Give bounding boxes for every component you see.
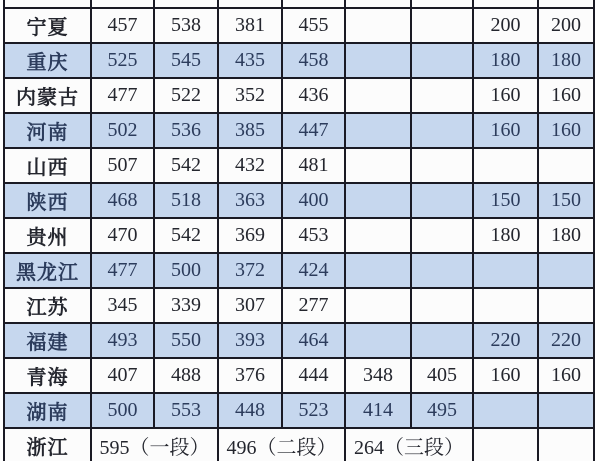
table-row <box>4 358 594 393</box>
segment-cell: 496（二段） <box>218 428 345 461</box>
province-cell: 浙江 <box>4 428 91 461</box>
header-sliver-cell <box>345 0 411 8</box>
score-cell <box>411 183 473 218</box>
province-cell: 福建 <box>4 323 91 358</box>
score-cell: 518 <box>154 183 218 218</box>
score-cell: 464 <box>282 323 345 358</box>
score-cell <box>345 43 411 78</box>
score-cell: 376 <box>218 358 282 393</box>
table-row <box>4 113 594 148</box>
score-cell: 407 <box>91 358 154 393</box>
score-cell: 160 <box>473 358 538 393</box>
table-row <box>4 253 594 288</box>
score-cell: 160 <box>538 358 594 393</box>
score-cell: 457 <box>91 8 154 43</box>
province-cell: 河南 <box>4 113 91 148</box>
score-cell: 424 <box>282 253 345 288</box>
score-cell <box>345 218 411 253</box>
score-cell: 488 <box>154 358 218 393</box>
score-cell: 435 <box>218 43 282 78</box>
score-cell: 180 <box>473 43 538 78</box>
score-cell <box>345 113 411 148</box>
header-sliver-cell <box>91 0 154 8</box>
province-cell: 湖南 <box>4 393 91 428</box>
score-cell: 477 <box>91 253 154 288</box>
score-cell <box>538 288 594 323</box>
score-cell: 522 <box>154 78 218 113</box>
score-cell: 150 <box>473 183 538 218</box>
score-cell: 553 <box>154 393 218 428</box>
table-row <box>4 323 594 358</box>
score-cell: 220 <box>473 323 538 358</box>
score-cell: 481 <box>282 148 345 183</box>
score-cell: 444 <box>282 358 345 393</box>
score-cell: 525 <box>91 43 154 78</box>
score-cell <box>411 253 473 288</box>
score-cell <box>473 393 538 428</box>
score-cell: 507 <box>91 148 154 183</box>
score-cell: 352 <box>218 78 282 113</box>
score-cell: 468 <box>91 183 154 218</box>
score-cell <box>345 78 411 113</box>
score-cell: 500 <box>91 393 154 428</box>
scores-table <box>3 0 595 461</box>
score-cell <box>538 253 594 288</box>
score-cell <box>411 8 473 43</box>
score-cell <box>411 148 473 183</box>
score-cell <box>345 323 411 358</box>
score-cell: 160 <box>538 78 594 113</box>
score-cell: 436 <box>282 78 345 113</box>
score-cell: 180 <box>538 218 594 253</box>
score-cell <box>411 78 473 113</box>
score-cell: 550 <box>154 323 218 358</box>
table-row <box>4 218 594 253</box>
score-cell: 523 <box>282 393 345 428</box>
province-cell: 重庆 <box>4 43 91 78</box>
province-cell: 黑龙江 <box>4 253 91 288</box>
segment-cell: 264（三段） <box>345 428 473 461</box>
table-row <box>4 393 594 428</box>
score-cell: 495 <box>411 393 473 428</box>
province-cell: 内蒙古 <box>4 78 91 113</box>
score-cell: 339 <box>154 288 218 323</box>
header-sliver-cell <box>218 0 282 8</box>
score-cell: 150 <box>538 183 594 218</box>
score-cell: 348 <box>345 358 411 393</box>
score-cell <box>411 323 473 358</box>
score-cell <box>473 253 538 288</box>
header-sliver-cell <box>473 0 538 8</box>
score-cell <box>411 218 473 253</box>
score-cell: 493 <box>91 323 154 358</box>
segment-cell: 595（一段） <box>91 428 218 461</box>
score-cell: 545 <box>154 43 218 78</box>
score-cell: 180 <box>538 43 594 78</box>
scores-table-body <box>4 0 594 461</box>
score-cell: 363 <box>218 183 282 218</box>
score-cell <box>345 253 411 288</box>
score-cell: 160 <box>473 78 538 113</box>
score-cell: 405 <box>411 358 473 393</box>
score-cell: 277 <box>282 288 345 323</box>
score-cell: 453 <box>282 218 345 253</box>
score-cell <box>411 43 473 78</box>
province-cell: 江苏 <box>4 288 91 323</box>
score-cell: 200 <box>538 8 594 43</box>
score-cell <box>345 8 411 43</box>
score-cell: 536 <box>154 113 218 148</box>
province-cell: 青海 <box>4 358 91 393</box>
province-cell: 陕西 <box>4 183 91 218</box>
score-cell <box>538 428 594 461</box>
score-cell: 200 <box>473 8 538 43</box>
score-cell <box>538 148 594 183</box>
score-cell <box>411 113 473 148</box>
score-cell: 372 <box>218 253 282 288</box>
score-cell: 220 <box>538 323 594 358</box>
score-cell: 448 <box>218 393 282 428</box>
province-cell: 宁夏 <box>4 8 91 43</box>
score-cell: 542 <box>154 148 218 183</box>
province-cell: 贵州 <box>4 218 91 253</box>
header-sliver-cell <box>411 0 473 8</box>
table-row <box>4 428 594 461</box>
table-row <box>4 288 594 323</box>
table-row <box>4 8 594 43</box>
score-cell: 160 <box>473 113 538 148</box>
score-cell: 470 <box>91 218 154 253</box>
score-cell <box>345 288 411 323</box>
score-cell <box>538 393 594 428</box>
score-cell <box>473 288 538 323</box>
score-cell: 160 <box>538 113 594 148</box>
score-cell: 500 <box>154 253 218 288</box>
header-sliver-cell <box>154 0 218 8</box>
score-cell: 385 <box>218 113 282 148</box>
score-cell: 400 <box>282 183 345 218</box>
score-cell <box>473 428 538 461</box>
score-cell: 345 <box>91 288 154 323</box>
table-row <box>4 183 594 218</box>
score-cell: 307 <box>218 288 282 323</box>
score-cell: 455 <box>282 8 345 43</box>
score-cell: 542 <box>154 218 218 253</box>
score-cell: 393 <box>218 323 282 358</box>
score-cell <box>473 148 538 183</box>
header-sliver-cell <box>538 0 594 8</box>
score-cell: 447 <box>282 113 345 148</box>
score-cell: 477 <box>91 78 154 113</box>
score-cell: 381 <box>218 8 282 43</box>
score-cell: 538 <box>154 8 218 43</box>
score-cell: 369 <box>218 218 282 253</box>
score-cell: 458 <box>282 43 345 78</box>
score-cell: 502 <box>91 113 154 148</box>
header-sliver-cell <box>4 0 91 8</box>
score-cell <box>345 183 411 218</box>
score-cell: 432 <box>218 148 282 183</box>
header-sliver-cell <box>282 0 345 8</box>
score-cell <box>411 288 473 323</box>
table-row <box>4 78 594 113</box>
score-cell: 180 <box>473 218 538 253</box>
table-row <box>4 148 594 183</box>
table-row <box>4 43 594 78</box>
header-sliver-row <box>4 0 594 8</box>
score-cell: 414 <box>345 393 411 428</box>
score-cell <box>345 148 411 183</box>
province-cell: 山西 <box>4 148 91 183</box>
